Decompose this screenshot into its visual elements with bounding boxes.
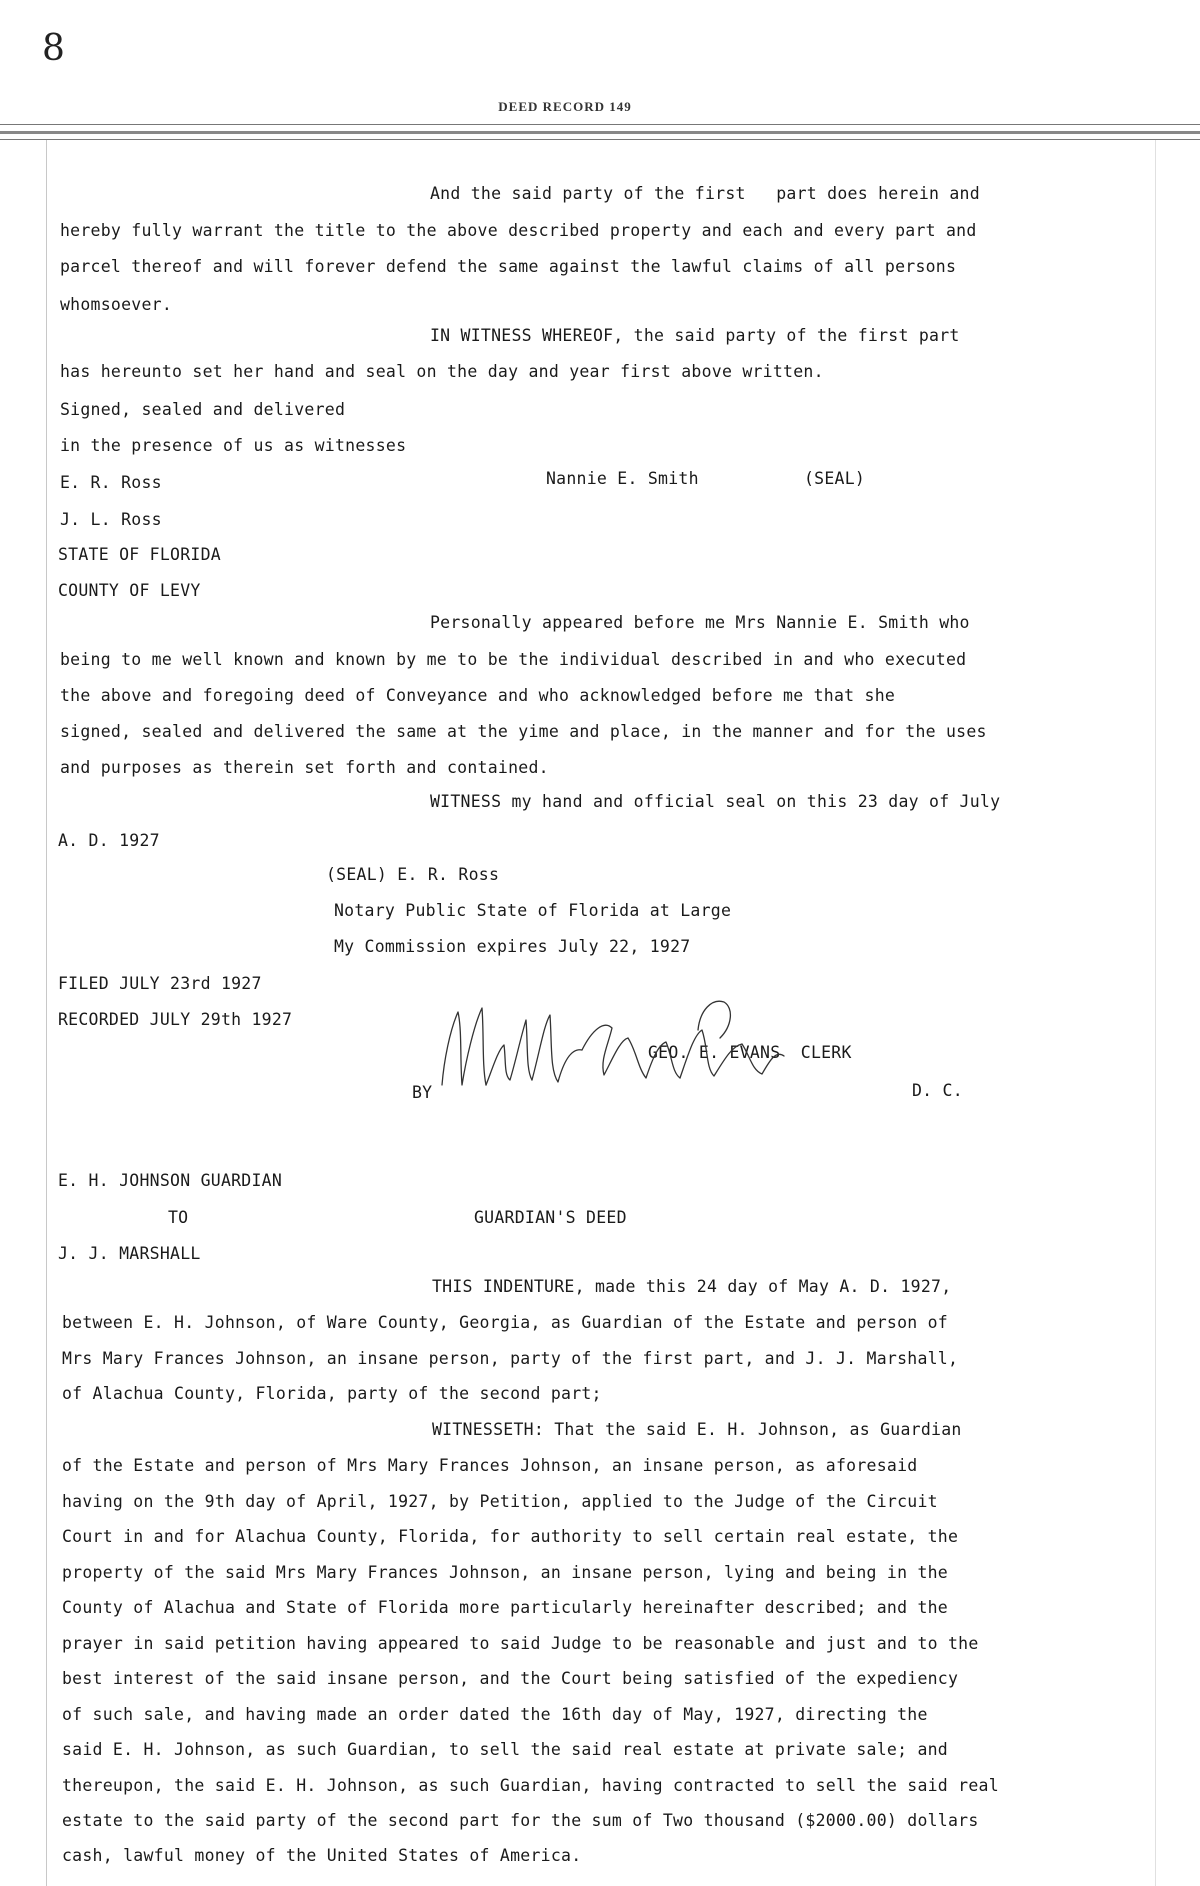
deed-text-line: (SEAL) E. R. Ross xyxy=(326,865,500,884)
deed-text-line: best interest of the said insane person, and the Court being satisfied of the expediency xyxy=(62,1669,959,1688)
deed-text-line: having on the 9th day of April, 1927, by Petition, applied to the Judge of the Circuit xyxy=(62,1492,938,1511)
deed-text-line: TO xyxy=(168,1208,189,1227)
deed-text-line: property of the said Mrs Mary Frances Johnson, an insane person, lying and being in the xyxy=(62,1563,948,1582)
deed-text-line: estate to the said party of the second part for the sum of Two thousand ($2000.00) dollars xyxy=(62,1811,979,1830)
deed-text-line: (SEAL) xyxy=(804,469,866,488)
deed-text-line: being to me well known and known by me to be the individual described in and who executed xyxy=(60,650,967,669)
deed-text-line: J. J. MARSHALL xyxy=(58,1244,201,1263)
deed-text-line: GEO. E. EVANS CLERK xyxy=(648,1043,852,1062)
deed-text-line: of such sale, and having made an order dated the 16th day of May, 1927, directing the xyxy=(62,1705,928,1724)
deed-text-line: the above and foregoing deed of Conveyance and who acknowledged before me that she xyxy=(60,686,896,705)
running-header: DEED RECORD 149 xyxy=(498,99,632,114)
deed-text-line: WITNESSETH: That the said E. H. Johnson, as Guardian xyxy=(432,1420,962,1439)
deed-text-line: Nannie E. Smith xyxy=(546,469,699,488)
deed-text-line: and purposes as therein set forth and contained. xyxy=(60,758,549,777)
deed-text-line: D. C. xyxy=(912,1081,963,1100)
deed-text-line: of the Estate and person of Mrs Mary Frances Johnson, an insane person, as aforesaid xyxy=(62,1456,918,1475)
deed-text-line: COUNTY OF LEVY xyxy=(58,581,201,600)
deed-text-line: IN WITNESS WHEREOF, the said party of the first part xyxy=(430,326,960,345)
deed-text-line: Signed, sealed and delivered xyxy=(60,400,346,419)
deed-text-line: signed, sealed and delivered the same at the yime and place, in the manner and for the uses xyxy=(60,722,987,741)
deed-text-line: between E. H. Johnson, of Ware County, Georgia, as Guardian of the Estate and person of xyxy=(62,1313,948,1332)
deed-text-line: My Commission expires July 22, 1927 xyxy=(334,937,691,956)
deed-text-line: E. R. Ross xyxy=(60,473,162,492)
deed-text-line: in the presence of us as witnesses xyxy=(60,436,407,455)
deed-text-line: RECORDED JULY 29th 1927 xyxy=(58,1010,293,1029)
deed-text-line: A. D. 1927 xyxy=(58,831,160,850)
deed-text-line: has hereunto set her hand and seal on the day and year first above written. xyxy=(60,362,824,381)
deed-text-line: Notary Public State of Florida at Large xyxy=(334,901,732,920)
deed-text-line: STATE OF FLORIDA xyxy=(58,545,221,564)
deputy-clerk-signature xyxy=(432,990,812,1100)
deed-text-line: cash, lawful money of the United States of America. xyxy=(62,1846,582,1865)
deed-text-line: E. H. JOHNSON GUARDIAN xyxy=(58,1171,283,1190)
deed-text-line: GUARDIAN'S DEED xyxy=(474,1208,627,1227)
deed-text-line: thereupon, the said E. H. Johnson, as such Guardian, having contracted to sell the said real xyxy=(62,1776,999,1795)
deed-text-line: BY xyxy=(412,1083,433,1102)
deed-text-line: Mrs Mary Frances Johnson, an insane person, party of the first part, and J. J. Marshall, xyxy=(62,1349,959,1368)
header-rule-top xyxy=(0,124,1200,125)
deed-text-line: WITNESS my hand and official seal on this 23 day of July xyxy=(430,792,1001,811)
deed-text-line: J. L. Ross xyxy=(60,510,162,529)
right-margin-line xyxy=(1155,140,1156,1886)
deed-text-line: FILED JULY 23rd 1927 xyxy=(58,974,262,993)
deed-text-line: said E. H. Johnson, as such Guardian, to sell the said real estate at private sale; and xyxy=(62,1740,948,1759)
header-rule-bottom xyxy=(0,139,1200,140)
left-margin-line xyxy=(46,140,47,1886)
deed-text-line: And the said party of the first part does herein and xyxy=(430,184,980,203)
deed-text-line: hereby fully warrant the title to the above described property and each and every part and xyxy=(60,221,977,240)
deed-text-line: Personally appeared before me Mrs Nannie E. Smith who xyxy=(430,613,970,632)
deed-text-line: County of Alachua and State of Florida more particularly hereinafter described; and the xyxy=(62,1598,948,1617)
deed-text-line: THIS INDENTURE, made this 24 day of May A. D. 1927, xyxy=(432,1277,952,1296)
deed-text-line: of Alachua County, Florida, party of the second part; xyxy=(62,1384,602,1403)
header-rule-middle xyxy=(0,131,1200,134)
page-number: 8 xyxy=(42,28,65,69)
deed-text-line: whomsoever. xyxy=(60,295,173,314)
deed-text-line: parcel thereof and will forever defend the same against the lawful claims of all persons xyxy=(60,257,957,276)
deed-text-line: Court in and for Alachua County, Florida, for authority to sell certain real estate, the xyxy=(62,1527,959,1546)
deed-text-line: prayer in said petition having appeared to said Judge to be reasonable and just and to the xyxy=(62,1634,979,1653)
